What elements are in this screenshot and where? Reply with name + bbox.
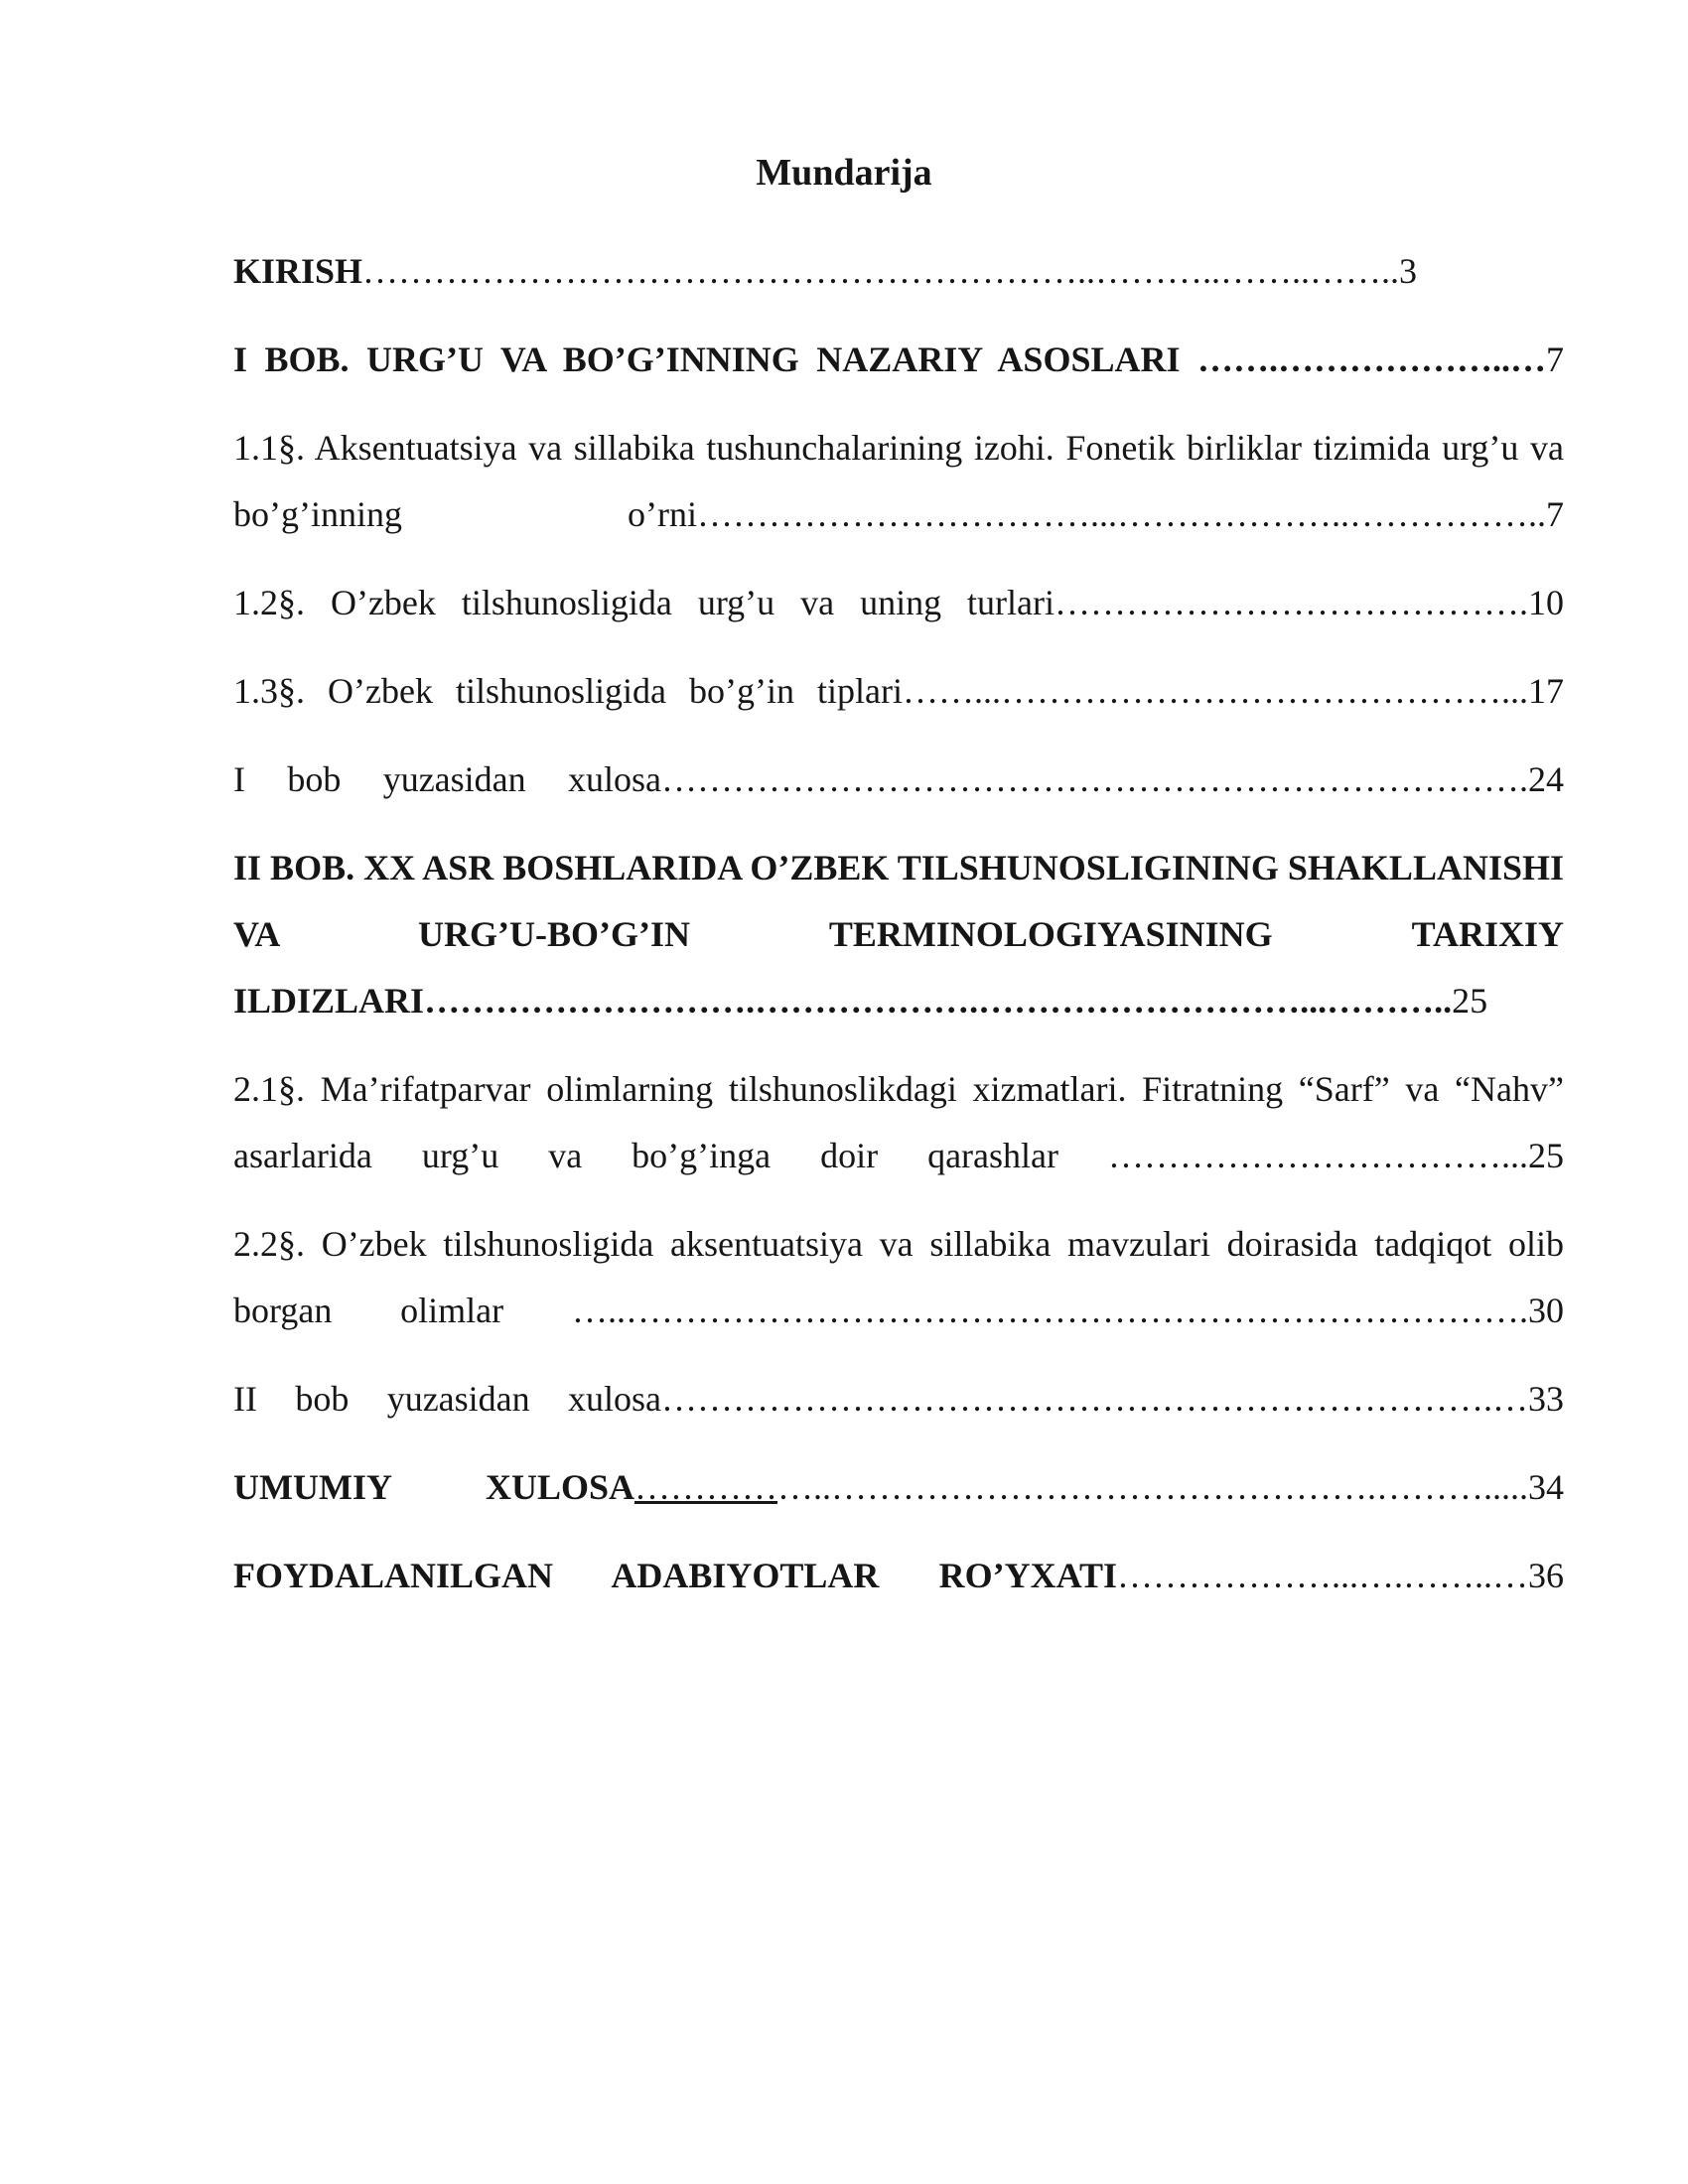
- toc-leader: ……………………………...: [1058, 1136, 1528, 1175]
- toc-leader: …….………………..…: [1180, 340, 1546, 379]
- toc-title: Mundarija: [756, 152, 932, 194]
- toc-leader: ……………………………………………………..………..……..……..: [362, 251, 1400, 291]
- toc-entry-section-1-3[interactable]: [233, 658, 1564, 725]
- toc-page-number: 34: [1528, 1467, 1564, 1507]
- toc-page-number: 17: [1528, 671, 1564, 711]
- table-of-contents: [233, 238, 1564, 1631]
- toc-leader: …..………………………………………………………………….: [503, 1291, 1529, 1330]
- toc-leader: ………………...….……..…: [1117, 1556, 1528, 1595]
- toc-heading: 1.1§. Aksentuatsiya va sillabika tushunchalarining izohi. Fonetik birliklar tizimida urg’u va bo’g’inning o’rni: [233, 428, 1564, 534]
- toc-heading: II bob yuzasidan xulosa: [233, 1379, 661, 1419]
- toc-page-number: 33: [1528, 1379, 1564, 1419]
- toc-heading: FOYDALANILGAN ADABIYOTLAR RO’YXATI: [233, 1556, 1117, 1595]
- toc-heading: I BOB. URG’U VA BO’G’INNING NAZARIY ASOSLARI: [233, 340, 1181, 379]
- toc-leader-underlined: …………: [634, 1467, 777, 1507]
- toc-entry-chapter-2-conclusion[interactable]: [233, 1366, 1564, 1433]
- toc-entry-bibliography[interactable]: [233, 1543, 1564, 1609]
- toc-entry-kirish[interactable]: [233, 238, 1564, 305]
- toc-entry-chapter-1[interactable]: [233, 327, 1564, 393]
- toc-page-number: 3: [1399, 251, 1418, 291]
- toc-heading: 2.1§. Ma’rifatparvar olimlarning tilshunoslikdagi xizmatlari. Fitratning “Sarf” va “Nahv” asarlarida urg’u va bo’g’inga doir qarashlar: [233, 1069, 1564, 1175]
- toc-heading: 2.2§. O’zbek tilshunosligida aksentuatsiya va sillabika mavzulari doirasida tadqiqot olib borgan olimlar: [233, 1224, 1564, 1330]
- toc-entry-general-conclusion[interactable]: [233, 1454, 1564, 1521]
- toc-leader: …………………………………………………………….…: [661, 1379, 1528, 1419]
- toc-heading: I bob yuzasidan xulosa: [233, 759, 661, 799]
- toc-page-number: 24: [1528, 759, 1564, 799]
- toc-leader: ………………………………….: [1055, 583, 1528, 622]
- toc-entry-section-2-1[interactable]: [233, 1056, 1564, 1189]
- toc-page-number: 7: [1546, 494, 1564, 534]
- toc-heading: UMUMIY XULOSA: [233, 1467, 634, 1507]
- toc-entry-section-2-2[interactable]: [233, 1211, 1564, 1344]
- toc-leader: ……………………………………………………………….: [661, 759, 1528, 799]
- toc-heading: 1.3§. O’zbek tilshunosligida bo’g’in tiplari: [233, 671, 903, 711]
- toc-leader: ……...……………………………………...: [903, 671, 1528, 711]
- toc-leader: ……………………………...………………..……………..: [697, 494, 1546, 534]
- toc-page-number: 25: [1452, 981, 1488, 1021]
- toc-heading: KIRISH: [233, 251, 363, 291]
- toc-heading: II BOB. XX ASR BOSHLARIDA O’ZBEK TILSHUNOSLIGINING SHAKLLANISHI VA URG’U-BO’G’IN TERMINOLOGIYASINING TARIXIY ILDIZLARI: [233, 848, 1564, 1021]
- toc-page-number: 30: [1528, 1291, 1565, 1330]
- toc-leader: ……………………….……………….………………………...………..: [424, 981, 1453, 1021]
- toc-heading: 1.2§. O’zbek tilshunosligida urg’u va uning turlari: [233, 583, 1055, 622]
- toc-page-number: 10: [1528, 583, 1564, 622]
- toc-entry-chapter-2[interactable]: [233, 835, 1564, 1034]
- toc-page-number: 7: [1546, 340, 1564, 379]
- toc-entry-chapter-1-conclusion[interactable]: [233, 747, 1564, 813]
- toc-leader: …..……………………………………….……….....: [777, 1467, 1528, 1507]
- toc-entry-section-1-2[interactable]: [233, 570, 1564, 636]
- toc-entry-section-1-1[interactable]: [233, 415, 1564, 548]
- toc-page-number: 36: [1528, 1556, 1564, 1595]
- toc-page-number: 25: [1528, 1136, 1564, 1175]
